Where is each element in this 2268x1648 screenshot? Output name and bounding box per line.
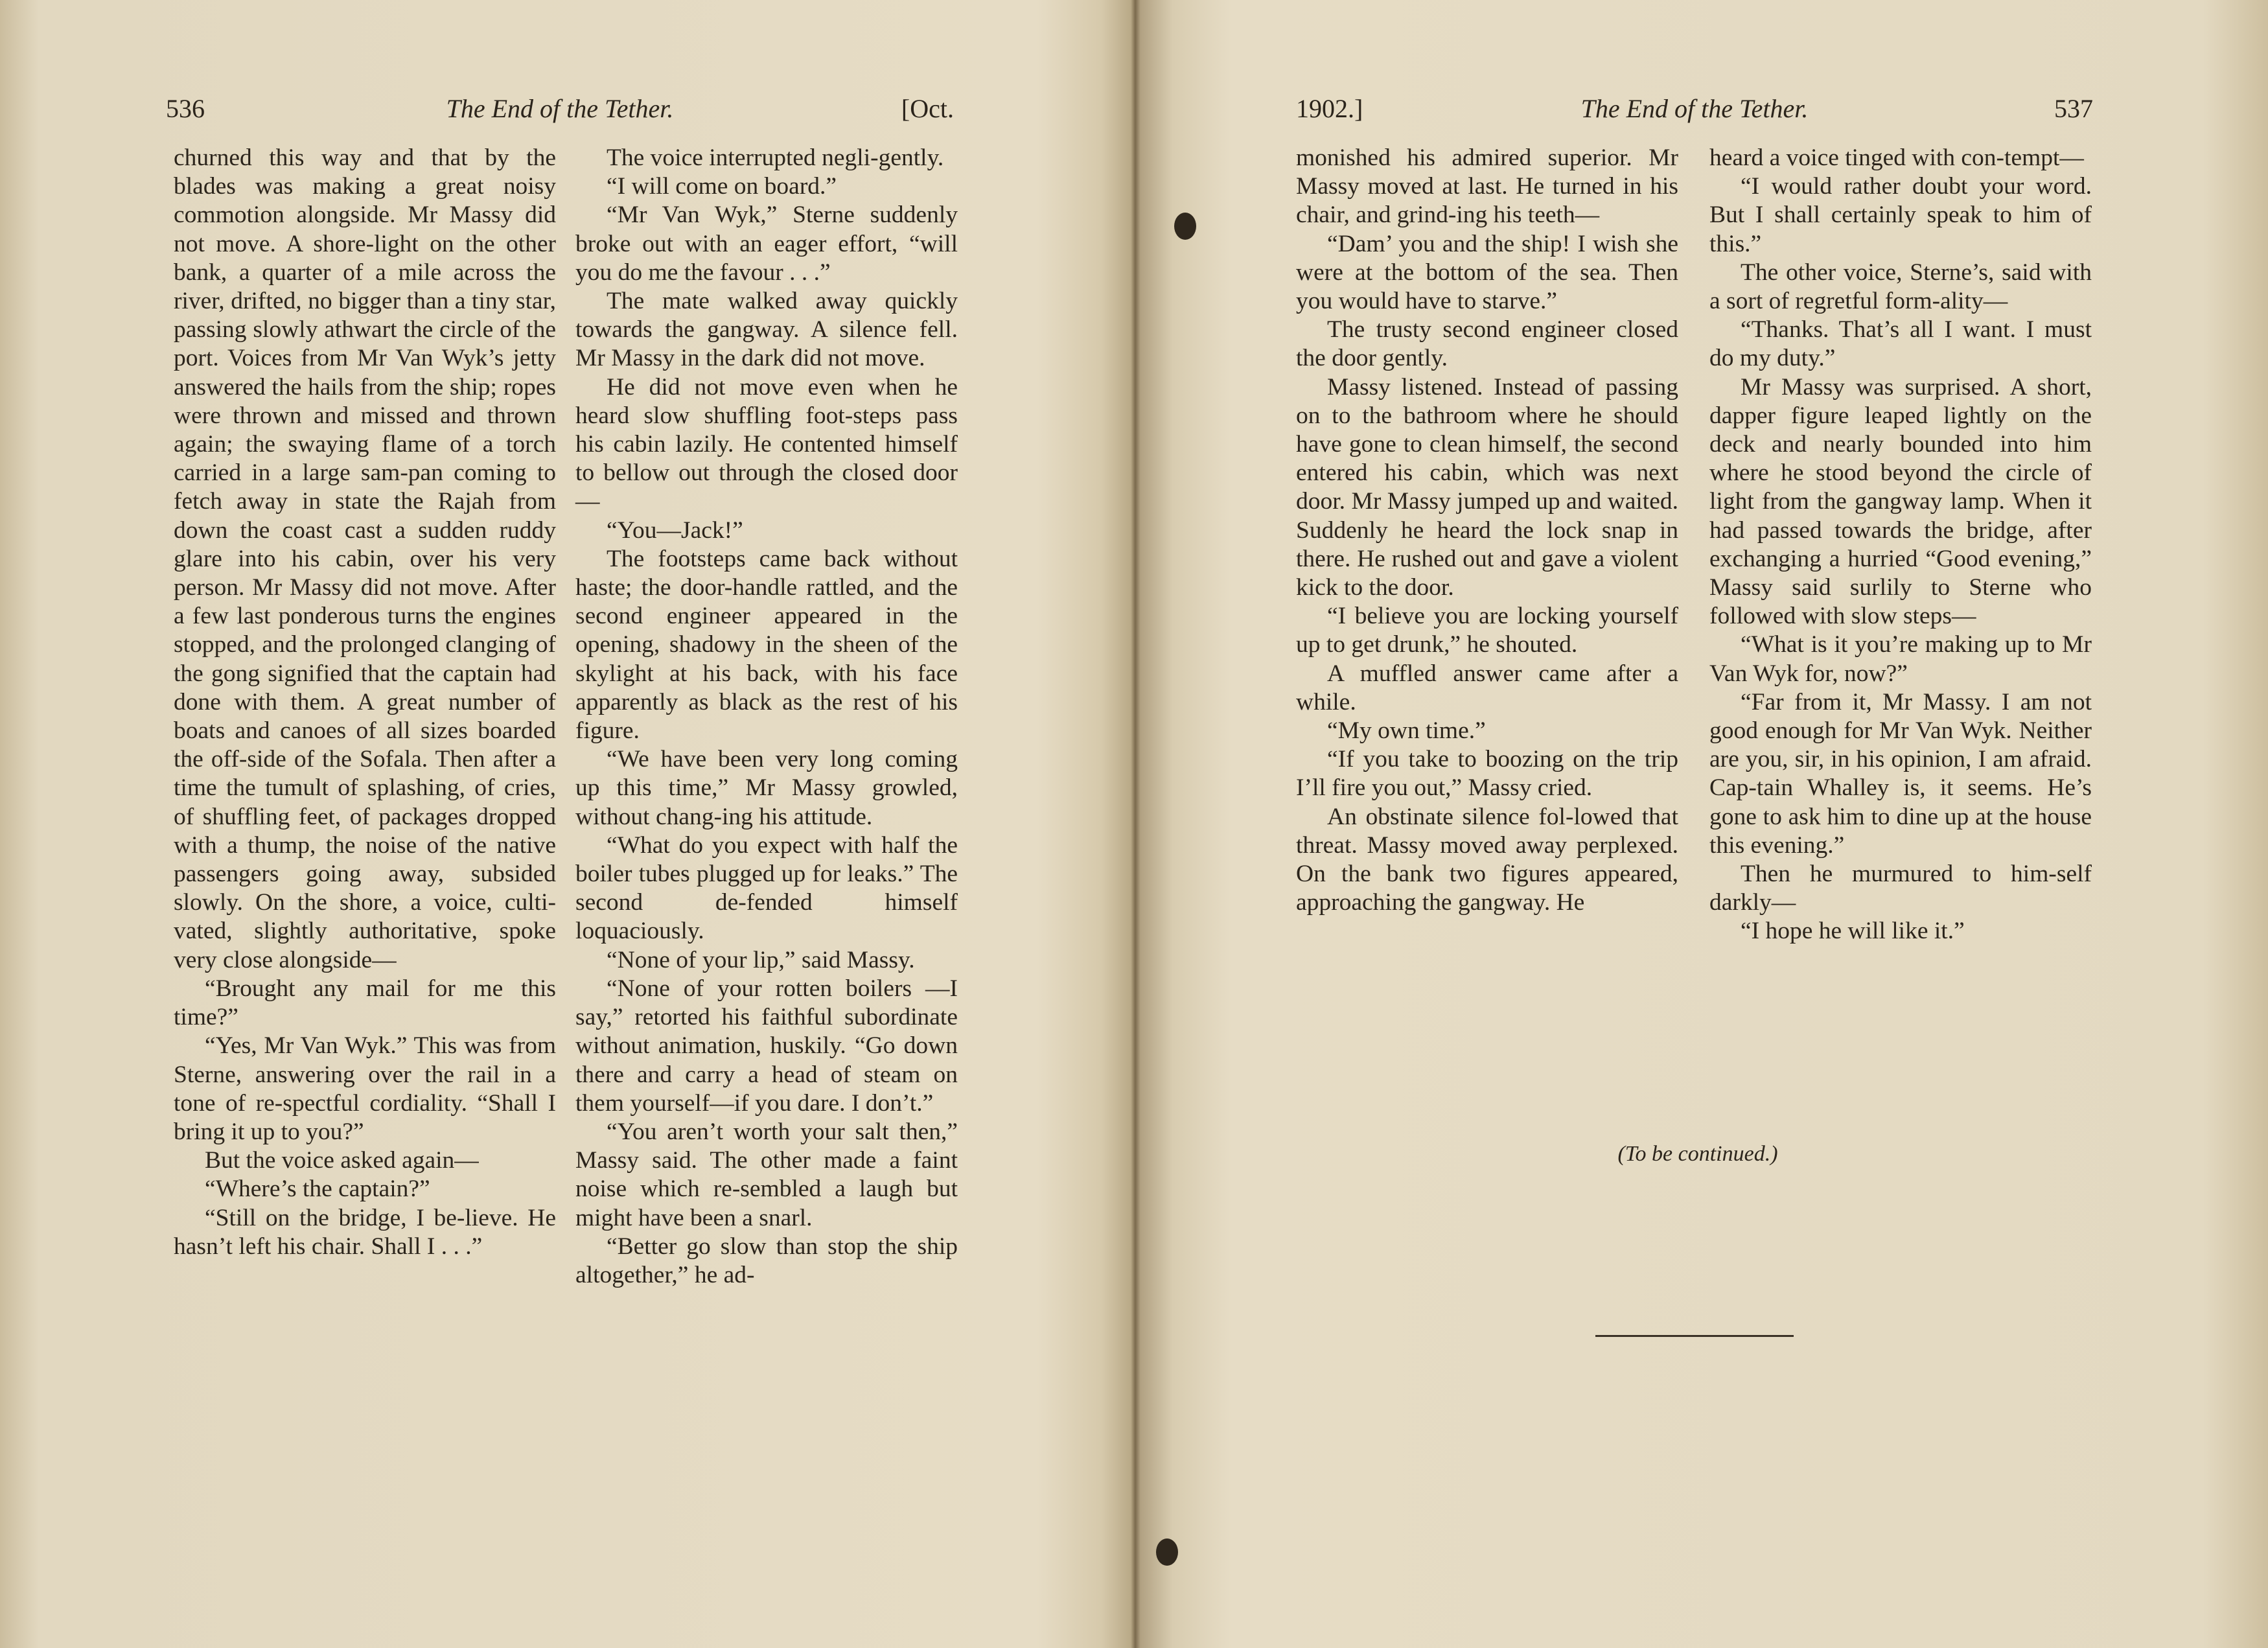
paragraph: “Thanks. That’s all I want. I must do my duty.” xyxy=(1709,316,2092,372)
left-page xyxy=(0,0,1133,1648)
paragraph: “If you take to boozing on the trip I’ll fire you out,” Massy cried. xyxy=(1296,746,1678,802)
paragraph: Mr Massy was surprised. A short, dapper figure leaped lightly on the deck and nearly bounded into him where he stood beyond the circle of light from the gangway lamp. When it had passed towards the bridge, after exchanging a hurried “Good evening,” Massy said surlily to Sterne who followed with slow steps— xyxy=(1709,373,2092,630)
paragraph: Then he murmured to him-self darkly— xyxy=(1709,861,2092,916)
paragraph: “I will come on board.” xyxy=(607,173,837,200)
paragraph: churned this way and that by the blades was making a great noisy commotion alongside. Mr Massy did not move. A shore-light on the other bank, a quarter of a mile across the river, drifted, no bigger than a tiny star, passing slowly athwart the circle of the port. Voices from Mr Van Wyk’s jetty answered the hails from the ship; ropes were thrown and missed and thrown again; the swaying flame of a torch carried in a large sam-pan coming to fetch away in state the Rajah from down the coast cast a sudden ruddy glare into his cabin, over his very person. Mr Massy did not move. After a few last ponderous turns the engines stopped, and the prolonged clanging of the gong signified that the captain had done with them. A great number of boats and canoes of all sizes boarded the off-side of the Sofala. Then after a time the tumult of splashing, of cries, of shuffling feet, of packages dropped with a thump, the noise of the native passengers going away, subsided slowly. On the shore, a voice, culti-vated, slightly authoritative, spoke very close alongside— xyxy=(174,145,556,973)
text-column-right-2 xyxy=(1709,144,2092,946)
paragraph: “Brought any mail for me this time?” xyxy=(174,975,556,1031)
paragraph: The voice interrupted negli-gently. xyxy=(607,145,944,171)
page-number-right: 537 xyxy=(2054,94,2093,123)
paragraph: “My own time.” xyxy=(1327,717,1486,745)
paragraph: The other voice, Sterne’s, said with a sort of regretful form-ality— xyxy=(1709,259,2092,315)
paragraph: The footsteps came back without haste; the door-handle rattled, and the second engineer appeared in the opening, shadowy in the sheen of the skylight at his back, with his face apparently as black as the rest of his figure. xyxy=(575,545,958,745)
paragraph: “What do you expect with half the boiler tubes plugged up for leaks.” The second de-fended himself loquaciously. xyxy=(575,831,958,945)
paragraph: “Where’s the captain?” xyxy=(205,1176,430,1203)
running-title-left: The End of the Tether. xyxy=(446,94,674,123)
running-title-right: The End of the Tether. xyxy=(1580,94,1809,123)
paragraph: “We have been very long coming up this time,” Mr Massy growled, without chang-ing his attitude. xyxy=(575,746,958,830)
page-number-left: 536 xyxy=(166,94,205,123)
text-column-left-1 xyxy=(174,144,556,1261)
paragraph: heard a voice tinged with con-tempt— xyxy=(1709,145,2084,171)
paragraph: “You aren’t worth your salt then,” Massy said. The other made a faint noise which re-sembled a laugh but might have been a snarl. xyxy=(575,1118,958,1231)
paragraph: “Better go slow than stop the ship altogether,” he ad- xyxy=(575,1233,958,1288)
binding-staple-bottom xyxy=(1156,1538,1178,1566)
paragraph: “I hope he will like it.” xyxy=(1741,918,1965,945)
paragraph: “You—Jack!” xyxy=(607,516,743,544)
section-rule xyxy=(1595,1335,1794,1337)
paragraph: A muffled answer came after a while. xyxy=(1296,660,1678,715)
text-column-right-1 xyxy=(1296,144,1678,917)
paragraph: “None of your lip,” said Massy. xyxy=(607,946,915,973)
to-be-continued: (To be continued.) xyxy=(1617,1142,1778,1166)
left-running-head xyxy=(166,89,954,128)
paragraph: The trusty second engineer closed the door gently. xyxy=(1296,316,1678,372)
paragraph: Massy listened. Instead of passing on to the bathroom where he should have gone to clean himself, the second entered his cabin, which was next door. Mr Massy jumped up and waited. Suddenly he heard the lock snap in there. He rushed out and gave a violent kick to the door. xyxy=(1296,373,1678,601)
date-mark-right: 1902.] xyxy=(1296,94,1363,123)
date-mark-left: [Oct. xyxy=(901,94,954,123)
paragraph: “Still on the bridge, I be-lieve. He hasn’t left his chair. Shall I . . .” xyxy=(174,1204,556,1260)
paragraph: The mate walked away quickly towards the gangway. A silence fell. Mr Massy in the dark did not move. xyxy=(575,288,958,372)
paragraph: “Yes, Mr Van Wyk.” This was from Sterne, answering over the rail in a tone of re-spectful cordiality. “Shall I bring it up to you?” xyxy=(174,1032,556,1145)
paragraph: An obstinate silence fol-lowed that threat. Massy moved away perplexed. On the bank two figures appeared, approaching the gangway. He xyxy=(1296,803,1678,916)
right-page xyxy=(1138,0,2268,1648)
text-column-left-2 xyxy=(575,144,958,1290)
paragraph: He did not move even when he heard slow shuffling foot-steps pass his cabin lazily. He contented himself to bellow out through the closed door— xyxy=(575,373,958,515)
paragraph: “Far from it, Mr Massy. I am not good enough for Mr Van Wyk. Neither are you, sir, in his opinion, I am afraid. Cap-tain Whalley is, it seems. He’s gone to ask him to dine up at the house this evening.” xyxy=(1709,688,2092,859)
right-running-head xyxy=(1296,89,2093,128)
paragraph: But the voice asked again— xyxy=(205,1147,479,1174)
paragraph: monished his admired superior. Mr Massy moved at last. He turned in his chair, and grind-ing his teeth— xyxy=(1296,145,1678,229)
paragraph: “Dam’ you and the ship! I wish she were at the bottom of the sea. Then you would have to starve.” xyxy=(1296,230,1678,315)
paragraph: “Mr Van Wyk,” Sterne suddenly broke out with an eager effort, “will you do me the favour . . .” xyxy=(575,202,958,286)
binding-staple-top xyxy=(1174,213,1196,240)
paragraph: “I would rather doubt your word. But I shall certainly speak to him of this.” xyxy=(1709,173,2092,257)
paragraph: “What is it you’re making up to Mr Van Wyk for, now?” xyxy=(1709,631,2092,687)
paragraph: “I believe you are locking yourself up to get drunk,” he shouted. xyxy=(1296,603,1678,658)
paragraph: “None of your rotten boilers —I say,” retorted his faithful subordinate without animation, huskily. “Go down there and carry a head of steam on them yourself—if you dare. I don’t.” xyxy=(575,975,958,1117)
